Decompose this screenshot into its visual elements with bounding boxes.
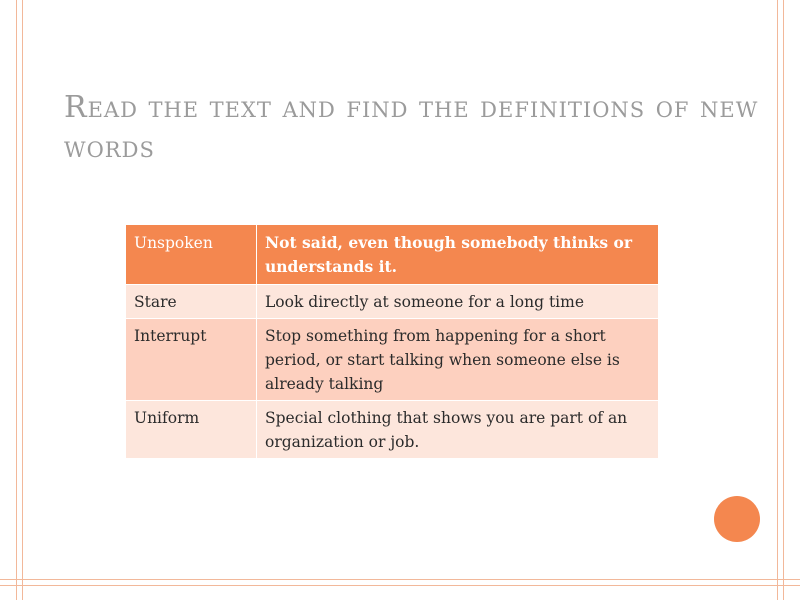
frame-line-bottom-inner	[0, 579, 800, 580]
table-row	[126, 319, 659, 401]
definition-cell: Look directly at someone for a long time	[257, 285, 659, 319]
definition-cell: Stop something from happening for a short period, or start talking when someone else is already talking	[257, 319, 659, 401]
table-row	[126, 401, 659, 459]
frame-line-bottom-outer	[0, 585, 800, 586]
definition-cell: Special clothing that shows you are part of an organization or job.	[257, 401, 659, 459]
table-row	[126, 225, 659, 285]
term-cell: Unspoken	[126, 225, 257, 285]
term-cell: Uniform	[126, 401, 257, 459]
frame-line-right-outer	[783, 0, 784, 600]
term-cell: Interrupt	[126, 319, 257, 401]
frame-line-left-outer	[16, 0, 17, 600]
definition-cell: Not said, even though somebody thinks or understands it.	[257, 225, 659, 285]
frame-line-right-inner	[777, 0, 778, 600]
decorative-orange-circle	[714, 496, 760, 542]
frame-line-left-inner	[22, 0, 23, 600]
definitions-table	[125, 224, 659, 459]
slide-title: Read the text and find the definitions of new words	[64, 90, 759, 165]
table-row	[126, 285, 659, 319]
term-cell: Stare	[126, 285, 257, 319]
